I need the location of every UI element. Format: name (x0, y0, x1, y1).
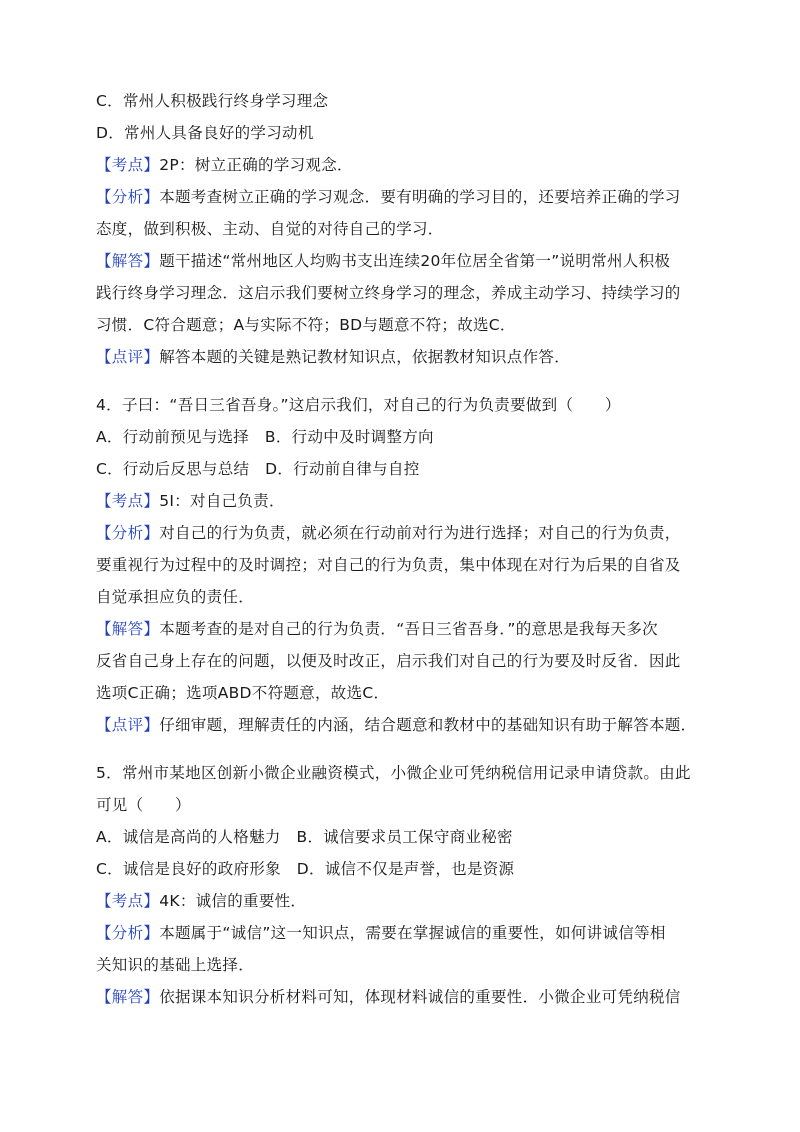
question-stem: 4．子曰：“吾日三省吾身。”这启示我们，对自己的行为负责要做到（ ） (96, 396, 621, 414)
fenxi-line: 【分析】本题考查树立正确的学习观念．要有明确的学习目的，还要培养正确的学习 (96, 188, 681, 206)
text-line: 反省自己身上存在的问题，以便及时改正，启示我们对自己的行为要及时反省．因此 (96, 652, 681, 670)
fenxi-line: 【分析】对自己的行为负责，就必须在行动前对行为进行选择；对自己的行为负责， (96, 524, 681, 542)
fenxi-tag: 【分析】 (96, 924, 160, 942)
kaodian-tag: 【考点】 (96, 892, 160, 910)
kaodian-tag: 【考点】 (96, 492, 160, 510)
jieda-line: 【解答】依据课本知识分析材料可知，体现材料诚信的重要性．小微企业可凭纳税信 (96, 988, 681, 1006)
question-3-block (96, 90, 708, 378)
option-line: D．常州人具备良好的学习动机 (96, 124, 314, 142)
text-line: 自觉承担应负的责任． (96, 588, 255, 606)
text-line: 践行终身学习理念．这启示我们要树立终身学习的理念，养成主动学习、持续学习的 (96, 284, 681, 302)
fenxi-line: 【分析】本题属于“诚信”这一知识点，需要在掌握诚信的重要性，如何讲诚信等相 (96, 924, 666, 942)
question-4-block (96, 394, 708, 746)
dianping-line: 【点评】解答本题的关键是熟记教材知识点，依据教材知识点作答． (96, 348, 571, 366)
kaodian-line: 【考点】4K：诚信的重要性． (96, 892, 307, 910)
kaodian-line: 【考点】5I：对自己负责． (96, 492, 285, 510)
dianping-tag: 【点评】 (96, 716, 160, 734)
jieda-line: 【解答】题干描述“常州地区人均购书支出连续20年位居全省第一”说明常州人积极 (96, 252, 671, 270)
text-line: 关知识的基础上选择． (96, 956, 255, 974)
fenxi-tag: 【分析】 (96, 524, 160, 542)
text-line: 要重视行为过程中的及时调控；对自己的行为负责，集中体现在对行为后果的自省及 (96, 556, 681, 574)
jieda-tag: 【解答】 (96, 988, 160, 1006)
document-page (96, 90, 708, 1018)
text-line: 习惯．C符合题意；A与实际不符；BD与题意不符；故选C． (96, 316, 516, 334)
option-line: C．常州人积极践行终身学习理念 (96, 92, 329, 110)
jieda-tag: 【解答】 (96, 252, 160, 270)
kaodian-tag: 【考点】 (96, 156, 160, 174)
text-line: 选项C正确；选项ABD不符题意，故选C． (96, 684, 390, 702)
question-5-block (96, 762, 708, 1018)
jieda-tag: 【解答】 (96, 620, 160, 638)
text-line: 态度，做到积极、主动、自觉的对待自己的学习． (96, 220, 444, 238)
option-line: C．诚信是良好的政府形象 D．诚信不仅是声誉，也是资源 (96, 860, 515, 878)
jieda-line: 【解答】本题考查的是对自己的行为负责．“吾日三省吾身．”的意思是我每天多次 (96, 620, 658, 638)
question-stem: 5．常州市某地区创新小微企业融资模式，小微企业可凭纳税信用记录申请贷款。由此 (96, 764, 691, 782)
option-line: C．行动后反思与总结 D．行动前自律与自控 (96, 460, 420, 478)
dianping-tag: 【点评】 (96, 348, 160, 366)
option-line: A．诚信是高尚的人格魅力 B．诚信要求员工保守商业秘密 (96, 828, 513, 846)
option-line: A．行动前预见与选择 B．行动中及时调整方向 (96, 428, 434, 446)
question-stem: 可见（ ） (96, 796, 191, 814)
dianping-line: 【点评】仔细审题，理解责任的内涵，结合题意和教材中的基础知识有助于解答本题． (96, 716, 697, 734)
fenxi-tag: 【分析】 (96, 188, 160, 206)
kaodian-line: 【考点】2P：树立正确的学习观念． (96, 156, 353, 174)
